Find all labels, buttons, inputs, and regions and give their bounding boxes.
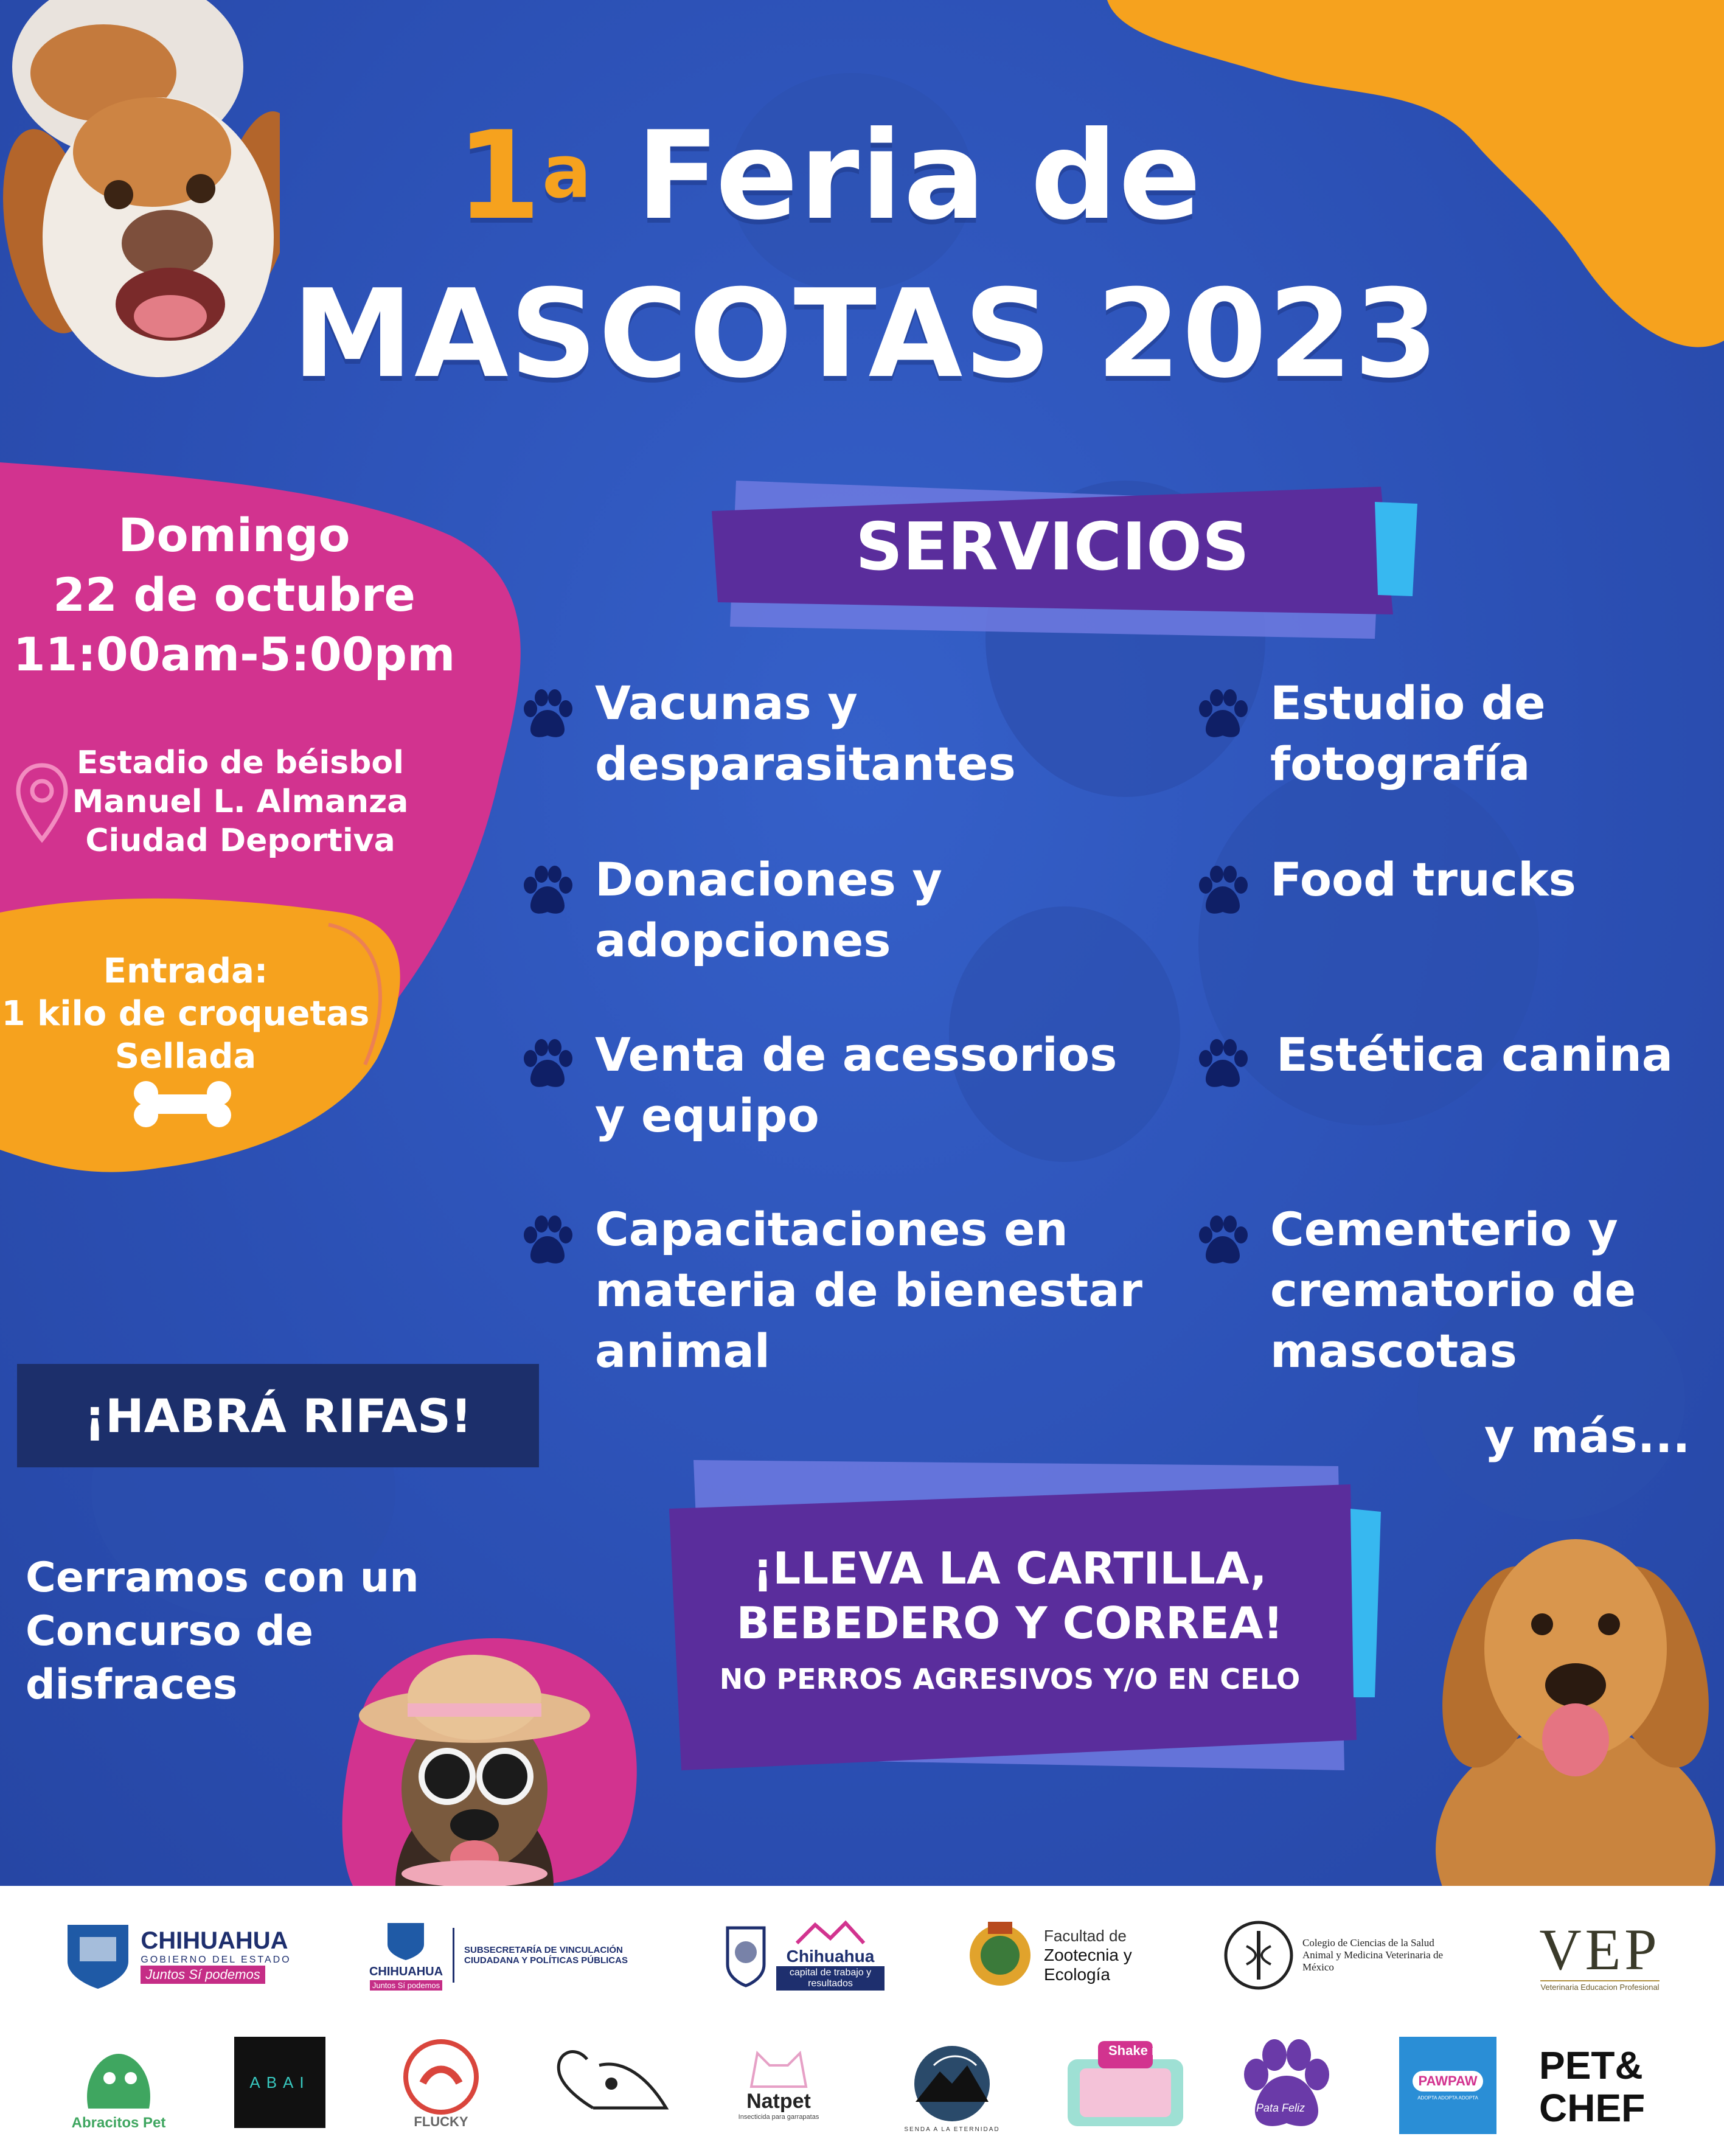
bring-line-1: ¡LLEVA LA CARTILLA,: [753, 1543, 1267, 1594]
paw-icon: [1192, 1034, 1253, 1095]
venue-line-1: Estadio de béisbol: [77, 745, 404, 781]
sponsor-logo-pawpaw: [1399, 2037, 1496, 2134]
service-right-4-line-2: crematorio de: [1270, 1263, 1636, 1317]
sponsor-row2-5-name: Natpet: [746, 2089, 811, 2113]
sponsor-logo-zootecnia: [949, 1913, 1180, 1998]
sponsor-6-name: VEP: [1539, 1916, 1661, 1982]
sponsor-2-sub: SUBSECRETARÍA DE VINCULACIÓN CIUDADANA Y POLÍTICAS PÚBLICAS: [464, 1945, 628, 1966]
event-date: 22 de octubre: [53, 568, 415, 622]
contest-line-2: Concurso de: [26, 1607, 313, 1655]
venue-line-3: Ciudad Deportiva: [85, 822, 395, 859]
sponsor-logo-chihuahua-capital: [706, 1913, 900, 1998]
chihuahua-shield-icon: [61, 1919, 134, 1992]
sponsor-1-name: CHIHUAHUA: [141, 1927, 288, 1954]
entry-line-1: 1 kilo de croquetas: [1, 994, 370, 1034]
municipal-shield-icon: [721, 1922, 770, 1989]
service-left-4-line-3: animal: [595, 1324, 770, 1378]
purple-paw-icon: [1238, 2038, 1335, 2135]
sponsor-1-sub: GOBIERNO DEL ESTADO: [141, 1954, 291, 1965]
golden-retriever-photo: [1423, 1509, 1724, 1886]
mountain-circle-icon: [909, 2041, 995, 2126]
entry-line-2: Sellada: [114, 1037, 257, 1076]
sponsor-logo-pet-chef: [1539, 2032, 1673, 2141]
service-left-2-line-2: adopciones: [595, 913, 891, 967]
service-right-1-line-1: Estudio de: [1270, 676, 1546, 730]
entry-label: Entrada:: [103, 951, 268, 991]
sponsor-1-tag: Juntos Sí podemos: [141, 1966, 265, 1984]
contest-line-1: Cerramos con un: [26, 1554, 419, 1602]
flucky-circle-icon: [401, 2037, 481, 2116]
sponsor-row2-9-name: PAWPAW: [1418, 2073, 1478, 2088]
chihuahua-shield-small-icon: [381, 1920, 430, 1963]
costume-dog-photo: [328, 1630, 645, 1886]
paw-icon: [1192, 861, 1253, 922]
service-right-4-line-1: Cementerio y: [1270, 1202, 1618, 1256]
pet-hug-icon: [76, 2042, 161, 2115]
service-right-4-line-3: mascotas: [1270, 1324, 1517, 1378]
sponsor-row2-3-name: FLUCKY: [414, 2114, 468, 2129]
servicios-heading: SERVICIOS: [855, 509, 1250, 585]
paw-icon: [517, 1211, 578, 1271]
sponsor-row2-5-sub: Insecticida para garrapatas: [738, 2113, 819, 2121]
service-left-2-line-1: Donaciones y: [595, 852, 942, 906]
sponsor-row2-8-name: Pata Feliz: [1256, 2102, 1305, 2114]
paw-icon: [1192, 1211, 1253, 1271]
service-left-1-line-1: Vacunas y: [595, 676, 858, 730]
event-day: Domingo: [118, 508, 350, 562]
bone-icon: [131, 1080, 234, 1128]
service-right-3-line-1: Estética canina: [1276, 1028, 1674, 1082]
services-more: y más...: [1484, 1409, 1691, 1463]
venue-line-2: Manuel L. Almanza: [72, 784, 409, 820]
sponsor-4-sub: Zootecnia y Ecología: [1044, 1945, 1132, 1984]
dog-photo-top-left: [0, 0, 280, 389]
sponsor-logo-subsecretaria: [347, 1913, 663, 1998]
sponsor-4-name: Facultad de: [1044, 1926, 1127, 1945]
title-ordinal-suffix: a: [542, 130, 593, 215]
service-right-1-line-2: fotografía: [1270, 737, 1531, 791]
sponsor-logo-gobierno-chihuahua: [49, 1913, 304, 1998]
mountains-icon: [794, 1920, 867, 1944]
sponsor-2-name: CHIHUAHUA: [369, 1965, 443, 1978]
sponsor-row2-10-name: PET&: [1539, 2043, 1643, 2087]
sponsors-footer: [0, 1886, 1724, 2156]
natpet-cat-dog-icon: [745, 2047, 812, 2090]
sponsor-6-sub: Veterinaria Educacion Profesional: [1540, 1980, 1659, 1992]
sponsor-2-tag: Juntos Sí podemos: [370, 1980, 442, 1991]
service-left-3-line-1: Venta de acessorios: [595, 1028, 1117, 1082]
sponsor-row2-10-sub: CHEF: [1539, 2086, 1646, 2130]
title-line1: [456, 103, 1203, 249]
sponsor-logo-abracitos-pet: [55, 2032, 182, 2141]
sponsor-logo-senda: [906, 2032, 998, 2141]
sponsor-logo-dog-heart: [547, 2038, 687, 2129]
title-feria: Feria de: [636, 105, 1203, 247]
sponsor-row2-6-name: SENDA A LA ETERNIDAD: [904, 2126, 1000, 2133]
paw-icon: [517, 684, 578, 745]
sponsor-row2-9-sub: ADOPTA ADOPTA ADOPTA: [1417, 2095, 1478, 2101]
contest-line-3: disfraces: [26, 1661, 238, 1709]
caduceus-seal-icon: [1222, 1919, 1295, 1992]
sponsor-logo-abai: [234, 2037, 325, 2128]
title-line2: MASCOTAS 2023: [292, 263, 1440, 405]
sponsor-logo-flucky: [392, 2032, 490, 2135]
sponsor-5-name: Colegio de Ciencias de la Salud: [1302, 1937, 1434, 1949]
service-left-4-line-1: Capacitaciones en: [595, 1202, 1068, 1256]
sponsor-3-name: Chihuahua: [786, 1947, 875, 1966]
service-left-3-line-2: y equipo: [595, 1088, 819, 1142]
sponsor-logo-pata-feliz: [1229, 2032, 1344, 2141]
dog-heart-outline-icon: [551, 2041, 684, 2126]
service-right-2-line-1: Food trucks: [1270, 852, 1576, 906]
title-ordinal-number: 1: [456, 105, 543, 247]
sponsor-5-sub: Animal y Medicina Veterinaria de México: [1302, 1949, 1443, 1973]
zootecnia-crest-icon: [964, 1919, 1037, 1992]
sponsor-logo-shake-it: [1058, 2032, 1192, 2135]
sponsor-row2-7-name: Shake it: [1108, 2043, 1160, 2058]
paw-icon: [1192, 684, 1253, 745]
service-left-4-line-2: materia de bienestar: [595, 1263, 1143, 1317]
sponsor-3-sub: capital de trabajo y resultados: [776, 1966, 885, 1991]
bring-note: NO PERROS AGRESIVOS Y/O EN CELO: [719, 1663, 1301, 1695]
bring-line-2: BEBEDERO Y CORREA!: [736, 1598, 1284, 1649]
sponsor-row2-1-name: Abracitos Pet: [71, 2115, 166, 2131]
service-left-1-line-2: desparasitantes: [595, 737, 1016, 791]
rifas-text: ¡HABRÁ RIFAS!: [84, 1389, 472, 1443]
sponsor-logo-vep: [1509, 1913, 1691, 1998]
paw-icon: [517, 861, 578, 922]
sponsor-logo-natpet: [718, 2032, 839, 2135]
paw-icon: [517, 1034, 578, 1095]
sponsor-logo-colegio-veterinaria: [1217, 1913, 1472, 1998]
sponsor-row2-2-name: ABAI: [249, 2073, 310, 2092]
event-time: 11:00am-5:00pm: [13, 627, 456, 681]
